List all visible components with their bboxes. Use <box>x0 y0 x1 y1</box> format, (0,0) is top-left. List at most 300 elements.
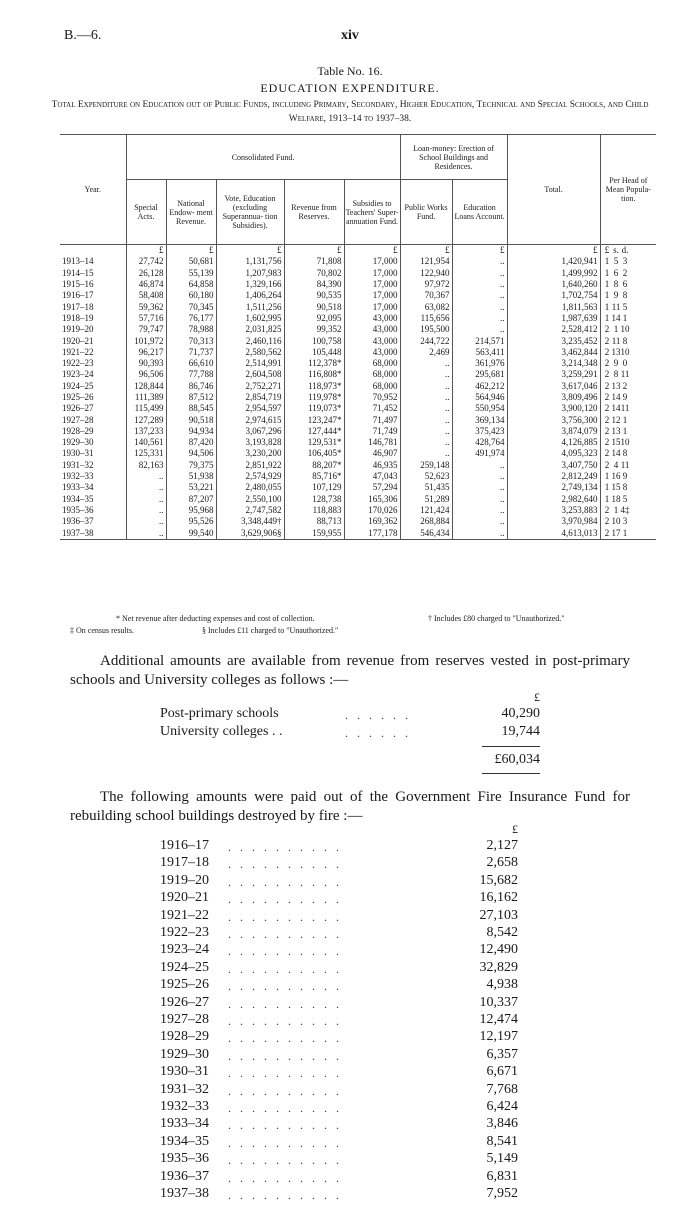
cell-national-endowment: 94,506 <box>166 448 216 459</box>
table-subtitle: Total Expenditure on Education out of Public Funds, including Primary, Secondary, Higher Education, Technical and Special Schools, and Child Welfare, 1913–14 to 1937–38. <box>51 100 649 124</box>
cell-public-works: 195,500 <box>400 324 452 335</box>
fire-item-year: 1932–33 <box>160 1099 209 1114</box>
cell-special-acts: .. <box>126 527 166 539</box>
table-heading: EDUCATION EXPENDITURE. <box>260 81 440 95</box>
per-head-pence: 5 <box>622 301 628 312</box>
per-head-pounds: 1 <box>604 256 610 267</box>
cell-education-loans: 563,411 <box>452 347 507 358</box>
cell-vote: 2,604,508 <box>216 369 284 380</box>
per-head-shillings: 5 <box>613 256 619 267</box>
group-header-consolidated: Consolidated Fund. <box>126 135 400 180</box>
table-row <box>60 335 656 346</box>
cell-vote: 1,207,983 <box>216 268 284 279</box>
leader-dots: . . . . . . . . . . <box>228 1083 342 1098</box>
per-head-pence: 1 <box>622 527 628 538</box>
fire-item-year: 1937–38 <box>160 1186 209 1201</box>
per-head-pounds: 1 <box>604 301 610 312</box>
additional-total: £60,034 <box>494 752 540 767</box>
cell-public-works: 115,656 <box>400 313 452 324</box>
per-head-shillings: 14 <box>611 448 621 459</box>
table-row <box>60 324 656 335</box>
cell-reserves: 123,247* <box>284 414 344 425</box>
cell-public-works: .. <box>400 448 452 459</box>
cell-national-endowment: 95,968 <box>166 505 216 516</box>
cell-per-head <box>600 268 656 279</box>
per-head-pounds: 1 <box>604 267 610 278</box>
table-row <box>60 369 656 380</box>
cell-vote: 2,974,615 <box>216 414 284 425</box>
cell-per-head <box>600 505 656 516</box>
per-head-pounds: 2 <box>604 346 610 357</box>
cell-reserves: 119,073* <box>284 403 344 414</box>
fire-item-value: 12,197 <box>479 1029 518 1045</box>
cell-vote: 2,854,719 <box>216 392 284 403</box>
cell-national-endowment: 76,177 <box>166 313 216 324</box>
cell-public-works: 63,082 <box>400 301 452 312</box>
cell-total: 3,900,120 <box>507 403 600 414</box>
unit-shillings: s. <box>613 245 619 256</box>
per-head-pence: 10 <box>620 346 630 357</box>
cell-vote: 3,629,906§ <box>216 527 284 539</box>
cell-per-head <box>600 460 656 471</box>
cell-national-endowment: 78,988 <box>166 324 216 335</box>
leader-dots: . . . . . . . . . . <box>228 1153 342 1168</box>
cell-year: 1932–33 <box>62 471 94 482</box>
per-head-shillings: 13 <box>611 380 621 391</box>
cell-reserves: 70,802 <box>284 268 344 279</box>
cell-national-endowment: 50,681 <box>166 256 216 267</box>
fire-item-value: 12,490 <box>479 942 518 958</box>
cell-public-works: 121,424 <box>400 505 452 516</box>
cell-year: 1922–23 <box>62 358 94 369</box>
per-head-shillings: 14 <box>611 403 621 414</box>
cell-year: 1916–17 <box>62 290 94 301</box>
cell-special-acts: 59,362 <box>126 301 166 312</box>
per-head-pence: 3 <box>622 256 628 267</box>
cell-total: 3,809,496 <box>507 392 600 403</box>
table-row <box>60 448 656 459</box>
cell-year: 1926–27 <box>62 403 94 414</box>
cell-year: 1925–26 <box>62 392 94 402</box>
cell-reserves: 107,129 <box>284 482 344 493</box>
cell-per-head <box>600 301 656 312</box>
cell-national-endowment: 77,788 <box>166 369 216 380</box>
per-head-pounds: 2 <box>604 335 610 346</box>
cell-education-loans: 550,954 <box>452 403 507 414</box>
per-head-shillings: 14 <box>611 392 621 402</box>
table-row <box>60 347 656 358</box>
per-head-pence: 1 <box>622 312 628 323</box>
cell-national-endowment: 51,938 <box>166 471 216 482</box>
cell-public-works: 546,434 <box>400 527 452 539</box>
cell-subsidies: 17,000 <box>344 301 400 312</box>
per-head-pounds: 1 <box>604 471 610 482</box>
cell-reserves: 116,808* <box>284 369 344 380</box>
table-row <box>60 256 656 267</box>
fire-item-year: 1921–22 <box>160 907 209 923</box>
cell-total: 1,811,563 <box>507 301 600 312</box>
leader-dots: . . . . . . . . . . <box>228 996 342 1011</box>
cell-subsidies: 17,000 <box>344 279 400 290</box>
fire-item-value: 2,658 <box>486 855 518 871</box>
fire-item-value: 8,541 <box>486 1133 518 1149</box>
per-head-pence: 2 <box>622 380 628 391</box>
col-header-national-endowment: National Endow- ment Revenue. <box>166 180 216 245</box>
leader-dots: . . . . . . . . . . <box>228 1031 342 1046</box>
leader-dots: . . . . . . . . . . <box>228 909 342 924</box>
per-head-shillings: 1 <box>613 504 619 515</box>
cell-reserves: 119,978* <box>284 392 344 403</box>
per-head-pounds: 1 <box>604 493 610 504</box>
unit-total: £ <box>507 245 600 257</box>
cell-reserves: 71,808 <box>284 256 344 267</box>
cell-national-endowment: 66,610 <box>166 358 216 369</box>
cell-year: 1914–15 <box>62 267 94 278</box>
per-head-shillings: 15 <box>611 437 621 448</box>
fire-text: The following amounts were paid out of the Government Fire Insurance Fund for rebuilding school buildings destroyed by fire :— <box>70 789 630 824</box>
cell-national-endowment: 70,313 <box>166 335 216 346</box>
cell-total: 4,095,323 <box>507 448 600 459</box>
unit-pence: d. <box>621 245 629 256</box>
per-head-shillings: 4 <box>613 459 619 470</box>
per-head-pence: 8 <box>622 448 628 459</box>
cell-per-head <box>600 527 656 539</box>
cell-special-acts: .. <box>126 505 166 516</box>
fire-item-value: 32,829 <box>479 959 518 975</box>
unit-per-head <box>600 245 656 257</box>
cell-national-endowment: 90,518 <box>166 414 216 425</box>
cell-special-acts: 26,128 <box>126 268 166 279</box>
cell-public-works: 259,148 <box>400 460 452 471</box>
leader-dots: . . . . . . . . . . <box>228 927 342 941</box>
cell-vote: 3,193,828 <box>216 437 284 448</box>
fire-item-year: 1928–29 <box>160 1029 209 1045</box>
cell-vote: 2,580,562 <box>216 347 284 358</box>
cell-public-works: 51,435 <box>400 482 452 493</box>
leader-dots: . . . . . . . . . . <box>228 1135 342 1150</box>
footnote-star: * Net revenue after deducting expenses and cost of collection. <box>116 614 315 623</box>
per-head-pence: 4‡ <box>620 504 630 515</box>
cell-vote: 2,460,116 <box>216 335 284 346</box>
cell-reserves: 118,883 <box>284 505 344 516</box>
per-head-pence: 9 <box>622 392 628 402</box>
cell-public-works: .. <box>400 369 452 380</box>
cell-national-endowment: 87,512 <box>166 392 216 403</box>
cell-reserves: 106,405* <box>284 448 344 459</box>
leader-dots: . . . . . . <box>345 726 411 740</box>
cell-subsidies: 43,000 <box>344 324 400 335</box>
fire-item-year: 1927–28 <box>160 1012 209 1027</box>
leader-dots: . . . . . . . . . . <box>228 892 342 907</box>
cell-year: 1919–20 <box>62 324 94 335</box>
cell-year: 1935–36 <box>62 504 94 515</box>
fire-item-value: 27,103 <box>479 907 518 923</box>
cell-per-head <box>600 256 656 267</box>
per-head-pence: 11 <box>620 459 630 470</box>
per-head-pounds: 2 <box>604 358 610 369</box>
fire-item-value: 5,149 <box>486 1151 518 1167</box>
cell-per-head <box>600 335 656 346</box>
cell-reserves: 88,207* <box>284 460 344 471</box>
cell-special-acts: 82,163 <box>126 460 166 471</box>
col-header-special-acts: Special Acts. <box>126 180 166 245</box>
cell-total: 3,874,079 <box>507 426 600 437</box>
leader-dots: . . . . . . . . . . <box>228 857 342 872</box>
per-head-pounds: 1 <box>604 312 610 323</box>
group-header-loan: Loan-money: Erection of School Buildings and Residences. <box>400 135 507 180</box>
per-head-shillings: 13 <box>611 346 621 357</box>
unit-pounds: £ <box>604 245 610 256</box>
cell-total: 3,235,452 <box>507 335 600 346</box>
table-row <box>60 414 656 425</box>
cell-special-acts: 140,561 <box>126 437 166 448</box>
cell-national-endowment: 64,858 <box>166 279 216 290</box>
table-row <box>60 290 656 301</box>
fire-item-value: 6,671 <box>486 1064 518 1080</box>
per-head-shillings: 1 <box>613 324 619 335</box>
table-row <box>60 279 656 290</box>
per-head-shillings: 18 <box>611 493 621 504</box>
per-head-pence: 9 <box>622 471 628 482</box>
cell-reserves: 100,758 <box>284 335 344 346</box>
cell-education-loans: .. <box>452 279 507 290</box>
cell-year: 1918–19 <box>62 312 94 323</box>
unit-national: £ <box>166 245 216 257</box>
fire-item-year: 1924–25 <box>160 959 209 975</box>
cell-education-loans: .. <box>452 516 507 527</box>
fire-item-year: 1922–23 <box>160 925 209 940</box>
additional-item-label: Post-primary schools <box>160 706 279 721</box>
per-head-pence: 2 <box>622 267 628 278</box>
fire-unit: £ <box>512 822 518 836</box>
table-row <box>60 381 656 392</box>
footnote-section: § Includes £11 charged to "Unauthorized." <box>202 626 339 635</box>
fire-item-year: 1925–26 <box>160 977 209 993</box>
per-head-shillings: 8 <box>613 279 619 290</box>
unit-reserves: £ <box>284 245 344 257</box>
table-row <box>60 527 656 539</box>
col-header-subsidies: Subsidies to Teachers' Super- annuation Fund. <box>344 180 400 245</box>
per-head-pence: 8 <box>622 335 628 346</box>
leader-dots: . . . . . . . . . . <box>228 961 342 976</box>
leader-dots: . . . . . . . . . . <box>228 1066 342 1081</box>
per-head-shillings: 17 <box>611 527 621 538</box>
cell-subsidies: 68,000 <box>344 381 400 392</box>
cell-subsidies: 17,000 <box>344 290 400 301</box>
cell-year: 1913–14 <box>62 256 94 267</box>
fire-item-year: 1926–27 <box>160 994 209 1010</box>
footnote-dagger: † Includes £80 charged to "Unauthorized." <box>428 614 565 623</box>
col-header-year: Year. <box>60 135 126 245</box>
cell-education-loans: .. <box>452 268 507 279</box>
cell-subsidies: 169,362 <box>344 516 400 527</box>
per-head-pounds: 1 <box>604 290 610 301</box>
per-head-pence: 6 <box>622 279 628 290</box>
unit-vote: £ <box>216 245 284 257</box>
table-row <box>60 426 656 437</box>
cell-special-acts: 58,408 <box>126 290 166 301</box>
leader-dots: . . . . . . . . . . <box>228 1118 342 1133</box>
cell-total: 4,613,013 <box>507 527 600 539</box>
cell-per-head <box>600 516 656 527</box>
cell-subsidies: 43,000 <box>344 347 400 358</box>
cell-special-acts: 90,393 <box>126 358 166 369</box>
cell-education-loans: .. <box>452 256 507 267</box>
cell-subsidies: 43,000 <box>344 313 400 324</box>
cell-public-works: 244,722 <box>400 335 452 346</box>
fire-item-value: 15,682 <box>479 872 518 888</box>
cell-education-loans: .. <box>452 505 507 516</box>
cell-subsidies: 177,178 <box>344 527 400 539</box>
cell-reserves: 127,444* <box>284 426 344 437</box>
cell-special-acts: 127,289 <box>126 414 166 425</box>
cell-per-head <box>600 324 656 335</box>
per-head-pounds: 1 <box>604 482 610 493</box>
per-head-pence: 1 <box>622 425 628 436</box>
col-header-public-works: Public Works Fund. <box>400 180 452 245</box>
table-row <box>60 403 656 414</box>
cell-reserves: 118,973* <box>284 381 344 392</box>
cell-special-acts: 96,217 <box>126 347 166 358</box>
cell-per-head <box>600 494 656 505</box>
table-row <box>60 437 656 448</box>
cell-special-acts: 46,874 <box>126 279 166 290</box>
cell-education-loans: .. <box>452 313 507 324</box>
cell-national-endowment: 79,375 <box>166 460 216 471</box>
cell-total: 3,970,984 <box>507 516 600 527</box>
cell-total: 1,499,992 <box>507 268 600 279</box>
cell-subsidies: 68,000 <box>344 369 400 380</box>
fire-item-year: 1929–30 <box>160 1046 209 1062</box>
cell-per-head <box>600 414 656 425</box>
cell-education-loans: .. <box>452 527 507 539</box>
expenditure-table <box>60 134 656 540</box>
table-row <box>60 471 656 482</box>
cell-national-endowment: 86,746 <box>166 381 216 392</box>
per-head-pounds: 2 <box>604 380 610 391</box>
cell-reserves: 90,535 <box>284 290 344 301</box>
cell-vote: 2,752,271 <box>216 381 284 392</box>
cell-vote: 2,851,922 <box>216 460 284 471</box>
cell-subsidies: 71,452 <box>344 403 400 414</box>
cell-vote: 1,602,995 <box>216 313 284 324</box>
cell-per-head <box>600 482 656 493</box>
cell-year: 1936–37 <box>62 516 94 527</box>
cell-reserves: 84,390 <box>284 279 344 290</box>
cell-education-loans: 491,974 <box>452 448 507 459</box>
cell-public-works: 122,940 <box>400 268 452 279</box>
col-header-vote: Vote, Education (excluding Superannua- tion Subsidies). <box>216 180 284 245</box>
cell-national-endowment: 87,207 <box>166 494 216 505</box>
table-row <box>60 516 656 527</box>
cell-per-head <box>600 448 656 459</box>
col-header-per-head: Per Head of Mean Popula- tion. <box>600 135 656 245</box>
table-row <box>60 392 656 403</box>
per-head-pounds: 2 <box>604 369 610 380</box>
per-head-pounds: 2 <box>604 527 610 538</box>
table-row <box>60 358 656 369</box>
cell-per-head <box>600 347 656 358</box>
cell-public-works: .. <box>400 381 452 392</box>
per-head-shillings: 13 <box>611 425 621 436</box>
cell-national-endowment: 99,540 <box>166 527 216 539</box>
per-head-pounds: 2 <box>604 516 610 527</box>
page-reference: B.—6. <box>64 28 102 43</box>
page-number: xiv <box>341 28 359 43</box>
cell-reserves: 90,518 <box>284 301 344 312</box>
cell-per-head <box>600 403 656 414</box>
leader-dots: . . . . . . . . . . <box>228 1014 342 1028</box>
cell-vote: 1,131,756 <box>216 256 284 267</box>
fire-item-value: 10,337 <box>479 994 518 1010</box>
cell-year: 1915–16 <box>62 279 94 290</box>
additional-paragraph <box>70 652 630 690</box>
per-head-shillings: 11 <box>611 301 621 312</box>
per-head-shillings: 10 <box>611 516 621 527</box>
cell-public-works: .. <box>400 426 452 437</box>
cell-subsidies: 70,952 <box>344 392 400 403</box>
total-rule-bottom <box>482 773 540 774</box>
cell-total: 3,253,883 <box>507 505 600 516</box>
cell-special-acts: 128,844 <box>126 381 166 392</box>
cell-reserves: 88,713 <box>284 516 344 527</box>
cell-education-loans: 369,134 <box>452 414 507 425</box>
cell-reserves: 159,955 <box>284 527 344 539</box>
leader-dots: . . . . . . . . . . <box>228 1101 342 1115</box>
cell-public-works: 121,954 <box>400 256 452 267</box>
per-head-shillings: 8 <box>613 369 619 380</box>
cell-education-loans: 295,681 <box>452 369 507 380</box>
fire-item-value: 12,474 <box>479 1012 518 1027</box>
cell-total: 2,812,249 <box>507 471 600 482</box>
cell-national-endowment: 94,934 <box>166 426 216 437</box>
cell-subsidies: 47,043 <box>344 471 400 482</box>
cell-total: 1,420,941 <box>507 256 600 267</box>
fire-item-value: 6,424 <box>486 1099 518 1114</box>
per-head-pence: 10 <box>620 437 630 448</box>
cell-subsidies: 71,497 <box>344 414 400 425</box>
cell-total: 2,528,412 <box>507 324 600 335</box>
leader-dots: . . . . . . . . . . <box>228 944 342 959</box>
per-head-shillings: 6 <box>613 267 619 278</box>
cell-public-works: 51,289 <box>400 494 452 505</box>
fire-item-value: 7,768 <box>486 1081 518 1097</box>
leader-dots: . . . . . . . . . . <box>228 1048 342 1063</box>
table-row <box>60 482 656 493</box>
per-head-shillings: 16 <box>611 471 621 482</box>
per-head-pounds: 2 <box>604 414 610 425</box>
cell-public-works: 70,367 <box>400 290 452 301</box>
cell-total: 3,214,348 <box>507 358 600 369</box>
cell-total: 1,987,639 <box>507 313 600 324</box>
footnote-ddagger: ‡ On census results. <box>70 626 134 635</box>
per-head-pence: 1 <box>622 414 628 425</box>
leader-dots: . . . . . . . . . . <box>228 874 342 889</box>
per-head-shillings: 9 <box>613 358 619 369</box>
cell-per-head <box>600 279 656 290</box>
cell-national-endowment: 60,180 <box>166 290 216 301</box>
cell-total: 4,126,885 <box>507 437 600 448</box>
cell-education-loans: .. <box>452 324 507 335</box>
cell-public-works: 268,884 <box>400 516 452 527</box>
cell-public-works: .. <box>400 358 452 369</box>
fire-item-year: 1930–31 <box>160 1064 209 1080</box>
cell-vote: 2,954,597 <box>216 403 284 414</box>
table-row <box>60 268 656 279</box>
cell-education-loans: 462,212 <box>452 381 507 392</box>
per-head-pounds: 2 <box>604 425 610 436</box>
cell-public-works: 52,623 <box>400 471 452 482</box>
